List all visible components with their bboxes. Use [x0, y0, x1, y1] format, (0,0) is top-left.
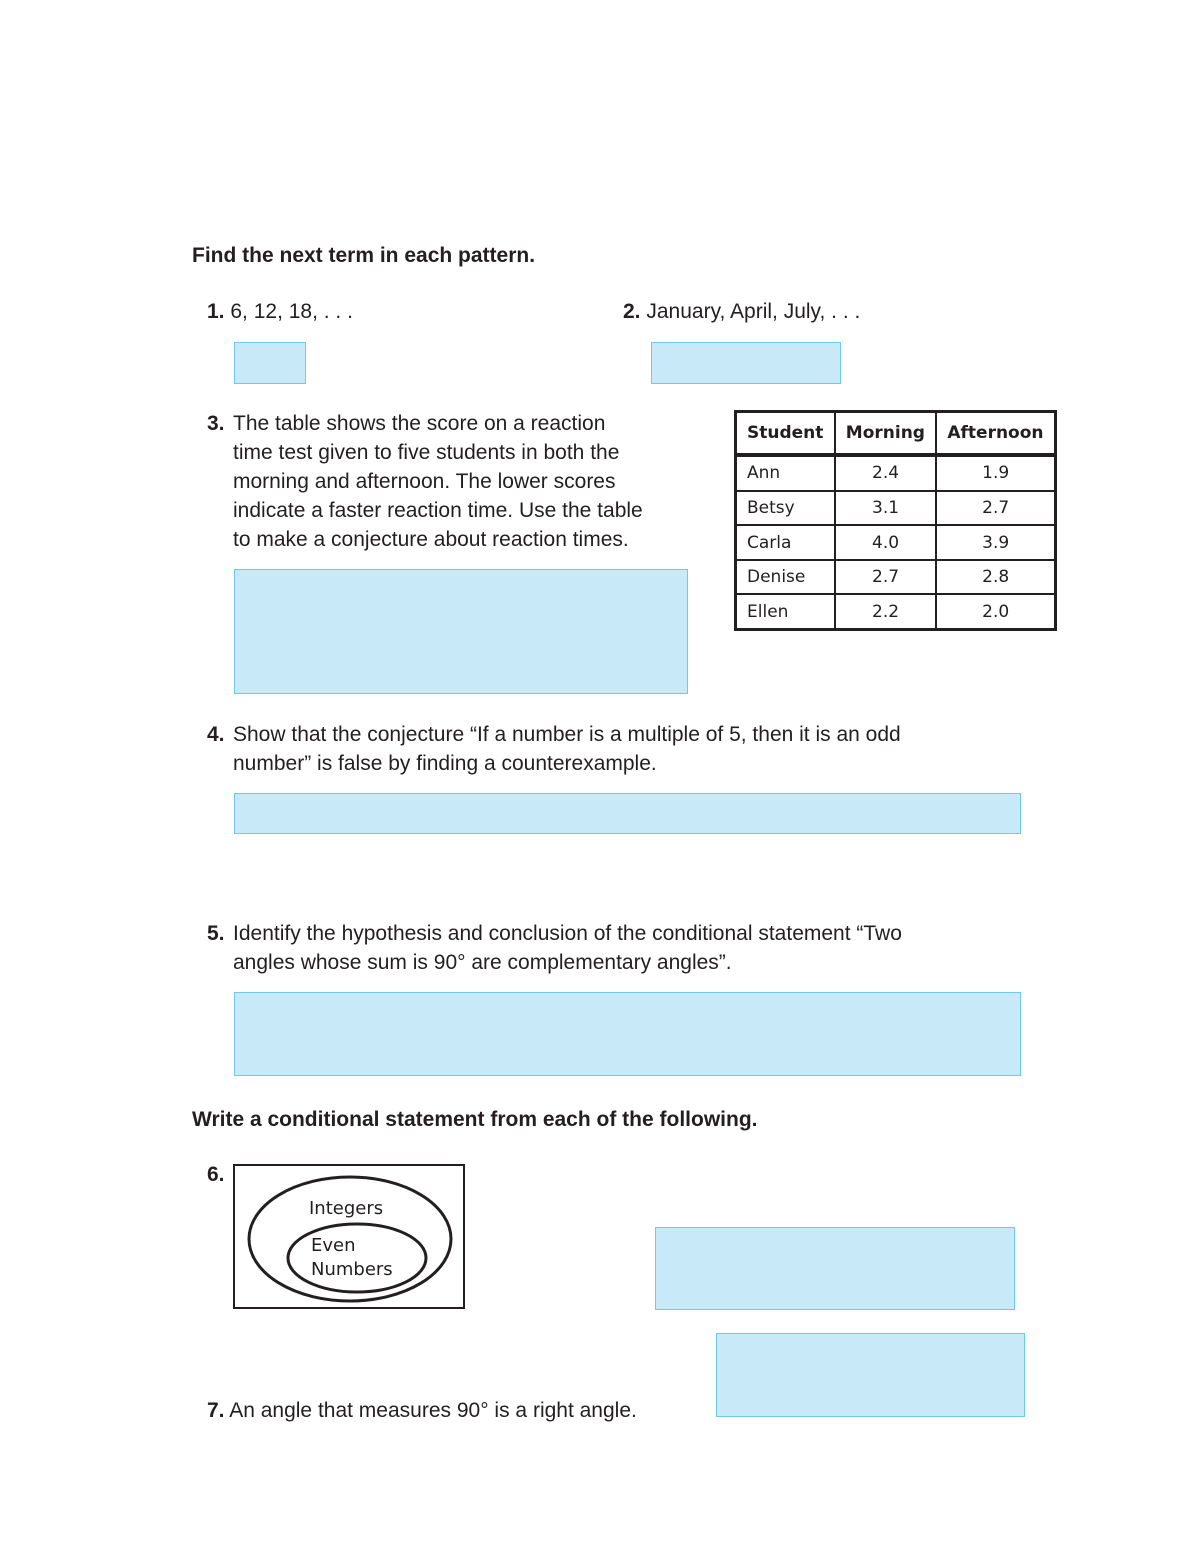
table-cell-student: Betsy	[736, 491, 835, 526]
table-header-student: Student	[736, 412, 835, 456]
table-cell-student: Carla	[736, 525, 835, 560]
question-7	[207, 1396, 637, 1425]
table-cell-morning: 2.7	[835, 560, 937, 595]
question-3-text	[233, 409, 713, 554]
answer-box-1[interactable]	[234, 342, 306, 384]
question-4-number: 4.	[207, 723, 225, 746]
question-5-number: 5.	[207, 922, 225, 945]
table-cell-afternoon: 2.0	[936, 594, 1055, 629]
table-header-afternoon: Afternoon	[936, 412, 1055, 456]
venn-outer-label: Integers	[309, 1198, 384, 1219]
question-3-line: to make a conjecture about reaction times.	[233, 528, 629, 551]
question-3-line: time test given to five students in both the	[233, 441, 620, 464]
table-header-row	[736, 412, 1056, 456]
venn-inner-label-line1: Even	[311, 1235, 356, 1256]
question-2-text: January, April, July, . . .	[646, 300, 861, 323]
table-row	[736, 560, 1056, 595]
question-4-number-wrap	[207, 720, 225, 749]
question-7-text: An angle that measures 90° is a right angle.	[229, 1399, 637, 1422]
question-1	[207, 297, 353, 326]
table-header-morning: Morning	[835, 412, 937, 456]
reaction-time-table	[734, 410, 1057, 631]
question-3-line: indicate a faster reaction time. Use the table	[233, 499, 643, 522]
question-4-line: Show that the conjecture “If a number is a multiple of 5, then it is an odd	[233, 723, 901, 746]
question-5-number-wrap	[207, 919, 225, 948]
answer-box-5[interactable]	[234, 992, 1021, 1076]
question-1-number: 1.	[207, 300, 225, 323]
table-row	[736, 594, 1056, 629]
table-cell-morning: 2.2	[835, 594, 937, 629]
table-cell-student: Ann	[736, 455, 835, 491]
question-2-number: 2.	[623, 300, 641, 323]
table-row	[736, 491, 1056, 526]
table-cell-afternoon: 2.8	[936, 560, 1055, 595]
table-row	[736, 455, 1056, 491]
table-cell-afternoon: 3.9	[936, 525, 1055, 560]
question-2	[623, 297, 860, 326]
question-1-text: 6, 12, 18, . . .	[230, 300, 353, 323]
table-cell-student: Denise	[736, 560, 835, 595]
section-heading-conditional: Write a conditional statement from each of the following.	[192, 1108, 758, 1131]
table-cell-afternoon: 1.9	[936, 455, 1055, 491]
venn-inner-label-line2: Numbers	[311, 1259, 393, 1280]
question-4-text	[233, 720, 1033, 778]
question-7-number: 7.	[207, 1399, 225, 1422]
table-cell-afternoon: 2.7	[936, 491, 1055, 526]
question-6-number: 6.	[207, 1163, 225, 1186]
table-cell-morning: 4.0	[835, 525, 937, 560]
question-5-line: angles whose sum is 90° are complementary angles”.	[233, 951, 732, 974]
question-6	[207, 1160, 225, 1189]
question-3-line: The table shows the score on a reaction	[233, 412, 606, 435]
answer-box-2[interactable]	[651, 342, 841, 384]
venn-diagram	[233, 1164, 465, 1309]
question-3-number: 3.	[207, 412, 225, 435]
answer-box-4[interactable]	[234, 793, 1021, 834]
question-5-text	[233, 919, 1033, 977]
question-4-line: number” is false by finding a counterexample.	[233, 752, 657, 775]
table-row	[736, 525, 1056, 560]
answer-box-6[interactable]	[655, 1227, 1015, 1310]
question-3-number-wrap	[207, 409, 225, 438]
question-3-line: morning and afternoon. The lower scores	[233, 470, 616, 493]
table-cell-morning: 2.4	[835, 455, 937, 491]
table-cell-student: Ellen	[736, 594, 835, 629]
answer-box-7[interactable]	[716, 1333, 1025, 1417]
section-heading-patterns: Find the next term in each pattern.	[192, 244, 536, 267]
question-5-line: Identify the hypothesis and conclusion of the conditional statement “Two	[233, 922, 902, 945]
table-cell-morning: 3.1	[835, 491, 937, 526]
answer-box-3[interactable]	[234, 569, 688, 694]
